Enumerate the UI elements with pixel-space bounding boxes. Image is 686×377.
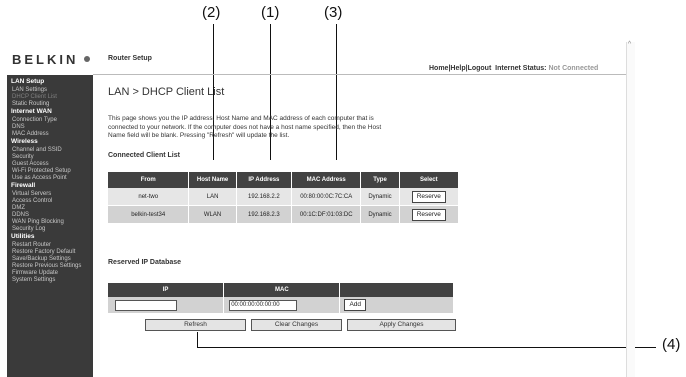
sidebar-item-lan-settings[interactable]: LAN Settings	[12, 87, 48, 93]
sidebar-section-lan-setup[interactable]: LAN Setup	[11, 78, 45, 85]
sidebar-item-security[interactable]: Security	[12, 154, 34, 160]
callout-2: (2)	[202, 4, 221, 21]
help-link[interactable]: Help	[450, 65, 466, 72]
col-action	[340, 283, 454, 297]
table-row: belkin-test34 WLAN 192.168.2.3 00:1C:DF:01:03:DC Dynamic Reserve	[108, 206, 459, 224]
col-from: From	[108, 172, 189, 188]
reserved-ip-table	[108, 283, 454, 313]
sidebar-item-wps[interactable]: Wi-Fi Protected Setup	[12, 168, 71, 174]
logout-link[interactable]: Logout	[467, 65, 492, 72]
sidebar-item-dmz[interactable]: DMZ	[12, 205, 25, 211]
apply-changes-button[interactable]: Apply Changes	[347, 319, 456, 331]
table-row: net-two LAN 192.168.2.2 00:80:00:0C:7C:CA Dynamic Reserve	[108, 188, 459, 206]
col-ip-address: IP Address	[236, 172, 291, 188]
sidebar-item-static-routing[interactable]: Static Routing	[12, 101, 50, 107]
mac-input[interactable]: 00:00:00:00:00:00	[229, 300, 297, 311]
col-select: Select	[399, 172, 458, 188]
vertical-scrollbar[interactable]	[626, 42, 635, 377]
sidebar-item-access-control[interactable]: Access Control	[12, 198, 53, 204]
sidebar	[7, 75, 93, 377]
sidebar-item-restore-factory[interactable]: Restore Factory Default	[12, 249, 76, 255]
internet-status-label: Internet Status:	[495, 65, 547, 72]
add-button[interactable]: Add	[344, 299, 366, 311]
sidebar-section-utilities[interactable]: Utilities	[11, 233, 35, 240]
sidebar-item-channel-ssid[interactable]: Channel and SSID	[12, 147, 62, 153]
sidebar-section-firewall[interactable]: Firewall	[11, 182, 36, 189]
sidebar-section-internet-wan[interactable]: Internet WAN	[11, 108, 52, 115]
internet-status-value: Not Connected	[548, 65, 599, 72]
col-host-name: Host Name	[189, 172, 236, 188]
reserved-input-row	[108, 297, 454, 313]
col-ip: IP	[108, 283, 224, 297]
callout-4: (4)	[662, 336, 681, 353]
reserved-ip-database-title: Reserved IP Database	[108, 259, 182, 266]
scroll-up-icon[interactable]: ^	[627, 41, 632, 48]
callout-4-line-vertical	[197, 332, 198, 347]
sidebar-item-wan-ping-blocking[interactable]: WAN Ping Blocking	[12, 219, 64, 225]
intro-text: This page shows you the IP address, Host Name and MAC address of each computer that is connected to your network. If the computer does not have a host name specified, then the Host Name field will be blank. Pressing "Refresh" will update the list.	[108, 115, 382, 139]
sidebar-item-dns[interactable]: DNS	[12, 124, 25, 130]
product-title: Router Setup	[108, 55, 152, 62]
top-nav: Home|Help|Logout Internet Status: Not Connected	[429, 65, 599, 72]
sidebar-item-security-log[interactable]: Security Log	[12, 226, 46, 232]
client-table	[108, 172, 459, 224]
reserved-table-header	[108, 283, 454, 297]
clear-changes-button[interactable]: Clear Changes	[251, 319, 342, 331]
sidebar-item-dhcp-client-list[interactable]: DHCP Client List	[12, 94, 57, 100]
client-table-header	[108, 172, 459, 188]
sidebar-item-restore-previous[interactable]: Restore Previous Settings	[12, 263, 82, 269]
col-mac-address: MAC Address	[292, 172, 361, 188]
sidebar-item-virtual-servers[interactable]: Virtual Servers	[12, 191, 52, 197]
header-divider	[93, 74, 626, 75]
sidebar-item-firmware-update[interactable]: Firmware Update	[12, 270, 59, 276]
sidebar-section-wireless[interactable]: Wireless	[11, 138, 38, 145]
sidebar-item-guest-access[interactable]: Guest Access	[12, 161, 49, 167]
sidebar-item-mac-address[interactable]: MAC Address	[12, 131, 49, 137]
sidebar-item-connection-type[interactable]: Connection Type	[12, 117, 57, 123]
refresh-button[interactable]: Refresh	[145, 319, 246, 331]
sidebar-item-ddns[interactable]: DDNS	[12, 212, 30, 218]
connected-client-list-title: Connected Client List	[108, 152, 180, 159]
page-title: LAN > DHCP Client List	[108, 86, 225, 98]
sidebar-item-restart-router[interactable]: Restart Router	[12, 242, 52, 248]
belkin-logo: BELKIN	[12, 52, 79, 67]
callout-3: (3)	[324, 4, 343, 21]
sidebar-item-access-point[interactable]: Use as Access Point	[12, 175, 67, 181]
reserve-button[interactable]: Reserve	[412, 191, 446, 203]
reserve-button[interactable]: Reserve	[412, 209, 446, 221]
logo-dot	[84, 56, 90, 62]
callout-4-line-horizontal	[197, 347, 656, 348]
sidebar-item-save-backup[interactable]: Save/Backup Settings	[12, 256, 71, 262]
col-mac: MAC	[224, 283, 340, 297]
sidebar-item-system-settings[interactable]: System Settings	[12, 277, 56, 283]
callout-1: (1)	[261, 4, 280, 21]
ip-input[interactable]	[115, 300, 177, 311]
col-type: Type	[361, 172, 399, 188]
home-link[interactable]: Home	[429, 65, 449, 72]
